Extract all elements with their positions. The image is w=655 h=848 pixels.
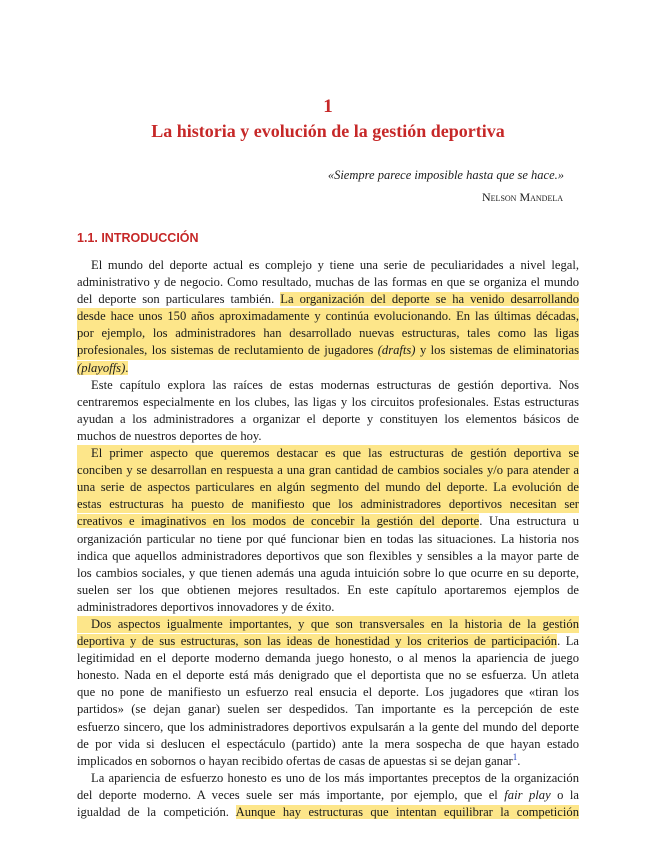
text-line: La apariencia de esfuerzo honesto es uno de los más importantes preceptos de la organización [91,770,579,785]
text-line: de por vida si deslucen el espectáculo (partido) ante la mera sospecha de que hayan estado [77,736,579,751]
chapter-number: 1 [323,96,333,117]
highlight: creativos e imaginativos en los modos de concebir la gestión del deporte [77,514,480,529]
text-line: conciben y se desarrollan en respuesta a una gran cantidad de cambios sociales y/o para atender a [77,462,579,479]
text-line: indica que aquellos administradores deportivos que son flexibles y sensibles a la mayor parte de [77,548,579,563]
text-line: implicados en sobornos o hayan recibido ofertas de casas de apuestas si se dejan ganar$^1$. [77,752,521,768]
highlight: La organización del deporte se ha venido desarrollando [280,292,579,307]
text-line: los cambios sociales, y que tienen además una aguda intuición sobre lo que ocurre en su deporte, [77,565,579,580]
text-line: administrativo y de negocio. Como resultado, muchas de las formas en que se organiza el mundo [77,275,579,290]
text-line: ayudan a los administradores a organizar el deporte y constituyen los elementos básicos de [77,411,579,426]
text-line: desde hace unos 150 años aproximadamente y continúa evolucionando. En las últimas décadas, [77,308,579,325]
highlight: (playoffs). [77,360,129,375]
text-line: El mundo del deporte actual es complejo y tiene una serie de peculiaridades a nivel legal, [91,258,579,272]
text-line: El primer aspecto que queremos destacar es que las estructuras de gestión deportiva se [77,445,579,462]
chapter-title: La historia y evolución de la gestión deportiva [151,121,505,141]
epigraph-author: Nelson Mandela [482,190,563,204]
text-line: del deporte moderno. A veces suele ser más importante, por ejemplo, que el fair play o la [77,787,579,802]
text-line: una serie de aspectos particulares en algún segmento del mundo del deporte. La evolución de [77,479,579,496]
text-line: administradores deportivos innovadores y de éxito. [77,599,335,614]
body-text [77,257,579,821]
text-line: suelen ser los que obtienen mejores resultados. En este capítulo aportaremos ejemplos de [77,582,579,597]
highlight: Aunque hay estructuras que intentan equilibrar la competición [235,805,579,819]
text-line: por ejemplo, los administradores han desarrollado nuevas estructuras, tales como las ligas [77,325,579,342]
text-line: honesto. Nada en el deporte está más denigrado que el deportista que no se esfuerza. Un atleta [77,668,579,683]
text-line: profesionales, los sistemas de reclutamiento de jugadores (drafts) y los sistemas de eliminatorias [77,342,579,359]
epigraph-quote: «Siempre parece imposible hasta que se hace.» [327,168,564,182]
text-line: Este capítulo explora las raíces de estas modernas estructuras de gestión deportiva. Nos [91,377,579,392]
text-line: que no pone de manifiesto un esfuerzo real ensucia el deporte. Los jugadores que «tiran los [77,685,579,700]
text-line: deportiva y de sus estructuras, son las ideas de honestidad y los criterios de participación. La [77,634,579,649]
text-line [77,360,579,377]
text-line: legitimidad en el deporte moderno demanda juego honesto, o al menos la apariencia de juego [77,651,579,666]
highlight: deportiva y de sus estructuras, son las ideas de honestidad y los criterios de participación [77,634,558,649]
text-line: esfuerzo sincero, que los administradores deportivos expulsarán a la gente del mundo del deporte [77,719,579,734]
text-line: estas estructuras ha puesto de manifiesto que los administradores deportivos necesitan ser [77,496,579,513]
text-line: centraremos especialmente en los clubes, las ligas y los circuitos profesionales. Estas estructuras [77,394,579,409]
text-line: partidos» (se dejan ganar) suelen ser despedidos. Tan importante es la percepción de este [77,702,579,717]
text-line: muchos de nuestros deportes de hoy. [77,428,262,443]
text-line: organización particular no tiene por qué funcionar bien en todas las situaciones. La historia nos [77,531,579,546]
section-heading: 1.1. INTRODUCCIÓN [77,231,199,245]
text-line: creativos e imaginativos en los modos de concebir la gestión del deporte. Una estructura u [77,514,579,529]
text-line: igualdad de la competición. Aunque hay estructuras que intentan equilibrar la competición [77,805,579,819]
footnote-marker[interactable]: 1 [512,752,518,762]
text-line: del deporte son particulares también. La organización del deporte se ha venido desarrollando [77,292,579,307]
text-line: Dos aspectos igualmente importantes, y que son transversales en la historia de la gestión [77,616,579,633]
